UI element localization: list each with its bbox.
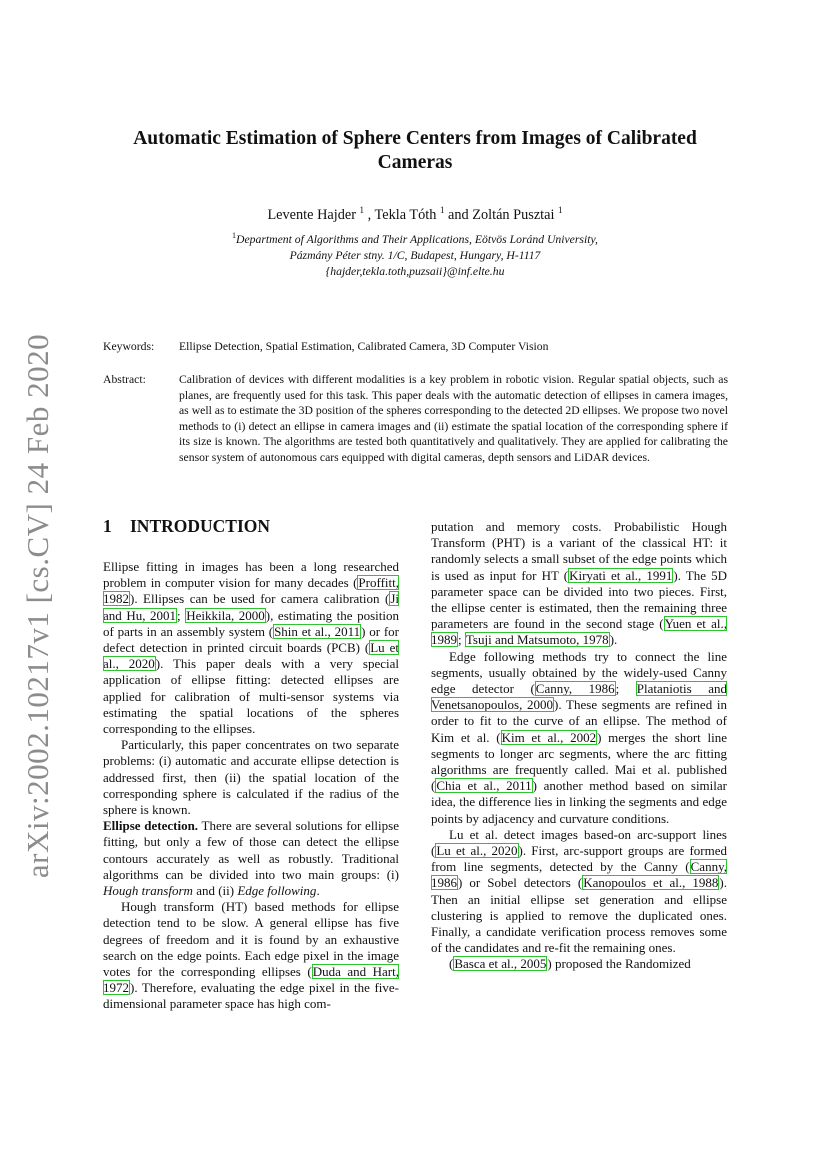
abstract-label: Abstract: <box>103 373 146 386</box>
text-run: Hough transform (HT) based methods for ellipse detection tend to be slow. A general ellipse has five degrees of freedom and it is found by an exhaustive search on the edge points. Each edge pixel in the image votes for the corresponding ellipses ( <box>103 899 399 980</box>
title-line-2: Cameras <box>377 152 453 173</box>
text-run: ; <box>615 681 636 697</box>
text-run: There are several solutions for ellipse fitting, but only a few of those can detect the ellipse contours accurately as well as robustly. Traditional algorithms can be divided into two main groups: (i) <box>103 818 399 882</box>
text-run: Lu et al. detect images based-on arc-support lines ( <box>431 826 727 859</box>
intro-paragraph-2: Particularly, this paper concentrates on two separate problems: (i) automatic and accurate ellipse detection is addressed first, then (ii) the spatial location of the corresponding sphere is calculated if the radius of the sphere is known. <box>103 737 399 818</box>
author-1-mark: 1 <box>359 205 365 215</box>
text-run: and (ii) <box>192 883 238 899</box>
abstract-text: Calibration of devices with different modalities is a key problem in robotic vision. Regular spatial objects, such as planes, are frequently used for this task. This paper deals with the automatic detection of ellipses in camera images, as well as to estimate the 3D position of the spheres corresponding to the detected 2D ellipses. We propose two novel methods to (i) detect an ellipse in camera images and (ii) estimate the spatial location of the corresponding sphere if its size is known. The algorithms are tested both quantitatively and qualitatively. They are applied for calibrating the sensor system of autonomous cars equipped with digital cameras, depth sensors and LiDAR devices. <box>179 373 728 464</box>
keywords <box>103 339 728 355</box>
affiliation-line-1: Department of Algorithms and Their Applications, Eötvös Loránd University, <box>236 232 598 246</box>
text-run: ( <box>449 956 454 972</box>
author-3: and Zoltán Pusztai <box>448 206 555 223</box>
right-paragraph-1 <box>431 519 727 649</box>
text-run: ). The 5D parameter space can be divided into two pieces. First, the ellipse center is estimated, then the remaining three parameters are found in the second stage ( <box>431 567 727 632</box>
section-number: 1 <box>103 516 112 536</box>
text-run: ). This paper deals with a very special application of ellipse fitting: detected ellipses are applied for calibration of multi-sensor systems via estimating the spatial locations of the spheres corresponding to the ellipses. <box>103 656 399 737</box>
citation-link[interactable]: Tsuji and Matsumoto, 1978 <box>465 632 609 648</box>
author-1: Levente Hajder <box>267 206 356 223</box>
text-run: ), estimating the position of parts in an assembly system ( <box>103 607 399 639</box>
text-run: ) another method based on similar idea, the difference lies in linking the segments and edge points by adjacency and curvature conditions. <box>431 778 727 826</box>
intro-paragraph-1 <box>103 559 399 737</box>
citation-link[interactable]: Lu et al., 2020 <box>436 843 518 859</box>
emphasis: Hough transform <box>103 883 193 899</box>
keywords-text: Ellipse Detection, Spatial Estimation, Calibrated Camera, 3D Computer Vision <box>179 340 549 353</box>
citation-link[interactable]: Duda and Hart, 1972 <box>103 964 399 996</box>
intro-paragraph-3 <box>103 818 399 899</box>
title-line-1: Automatic Estimation of Sphere Centers from Images of Calibrated <box>133 128 697 149</box>
text-run: . <box>316 883 320 899</box>
citation-link[interactable]: Shin et al., 2011 <box>274 623 361 639</box>
text-run: ). First, arc-support groups are formed from line segments, detected by the Canny ( <box>431 843 727 875</box>
run-in-heading: Ellipse detection. <box>103 818 199 834</box>
abstract <box>103 372 728 465</box>
citation-link[interactable]: Plataniotis and Venetsanopoulos, 2000 <box>431 681 727 713</box>
right-paragraph-3 <box>431 827 727 957</box>
paper-title <box>100 127 730 175</box>
citation-link[interactable]: Heikkila, 2000 <box>186 607 265 623</box>
citation-link[interactable]: Proffitt, 1982 <box>103 575 399 607</box>
text-run: ) merges the short line segments to longer arc segments, where the arc fitting algorithms are frequently called. Mai et al. published ( <box>431 729 727 794</box>
affiliation-line-2: Pázmány Péter stny. 1/C, Budapest, Hungary, H-1117 <box>289 248 541 262</box>
author-list <box>100 205 730 224</box>
right-column <box>431 519 727 973</box>
affiliation-mark: 1 <box>232 231 237 240</box>
citation-link[interactable]: Ji and Hu, 2001 <box>103 591 399 623</box>
section-title: INTRODUCTION <box>130 516 271 536</box>
keywords-label: Keywords: <box>103 340 155 353</box>
text-run: ). Then an initial ellipse set generation and ellipse clustering is applied to remove the duplicated ones. Finally, a candidate verification process removes some of the candidates and re-fit the remaining ones. <box>431 875 727 956</box>
text-run: ) or for defect detection in printed circuit boards (PCB) ( <box>103 623 399 656</box>
citation-link[interactable]: Canny, 1986 <box>535 681 615 697</box>
intro-paragraph-4 <box>103 899 399 1012</box>
text-run: Ellipse fitting in images has been a long researched problem in computer vision for many decades ( <box>103 559 399 591</box>
text-run: ). Therefore, evaluating the edge pixel in the five-dimensional parameter space has high com- <box>103 980 399 1012</box>
text-run: putation and memory costs. Probabilistic Hough Transform (PHT) is a variant of the classical HT: it randomly selects a small subset of the edge points which is used as input for HT ( <box>431 519 727 583</box>
author-2: , Tekla Tóth <box>367 206 437 223</box>
section-heading <box>103 516 399 536</box>
left-column <box>103 516 399 1013</box>
citation-link[interactable]: Kiryati et al., 1991 <box>569 567 673 583</box>
arxiv-stamp <box>0 0 60 1171</box>
citation-link[interactable]: Canny, 1986 <box>431 859 727 891</box>
right-paragraph-4 <box>431 956 727 972</box>
text-run: ). <box>609 632 618 648</box>
arxiv-identifier: arXiv:2002.10217v1 [cs.CV] 24 Feb 2020 <box>20 333 55 879</box>
emphasis: Edge following <box>237 883 317 899</box>
author-3-mark: 1 <box>558 205 563 215</box>
citation-link[interactable]: Kim et al., 2002 <box>501 729 597 745</box>
text-run: ). These segments are refined in order to fit to the curve of an ellipse. The method of Kim et al. ( <box>431 697 727 745</box>
citation-link[interactable]: Lu et al., 2020 <box>103 640 399 672</box>
author-2-mark: 1 <box>439 205 445 215</box>
text-run: Edge following methods try to connect the line segments, usually obtained by the widely-used Canny edge detector ( <box>431 648 727 697</box>
right-paragraph-2 <box>431 649 727 827</box>
citation-link[interactable]: Kanopoulos et al., 1988 <box>583 875 719 891</box>
affiliation <box>100 228 730 280</box>
text-run: ) proposed the Randomized <box>547 956 691 972</box>
text-run: ). Ellipses can be used for camera calibration ( <box>130 591 390 607</box>
author-emails: {hajder,tekla.toth,puzsaii}@inf.elte.hu <box>325 264 505 278</box>
citation-link[interactable]: Basca et al., 2005 <box>454 956 547 972</box>
text-run: ; <box>458 632 465 648</box>
text-run: ; <box>177 607 186 623</box>
citation-link[interactable]: Chia et al., 2011 <box>436 778 532 794</box>
citation-link[interactable]: Yuen et al., 1989 <box>431 616 727 648</box>
text-run: ) or Sobel detectors ( <box>458 875 583 891</box>
